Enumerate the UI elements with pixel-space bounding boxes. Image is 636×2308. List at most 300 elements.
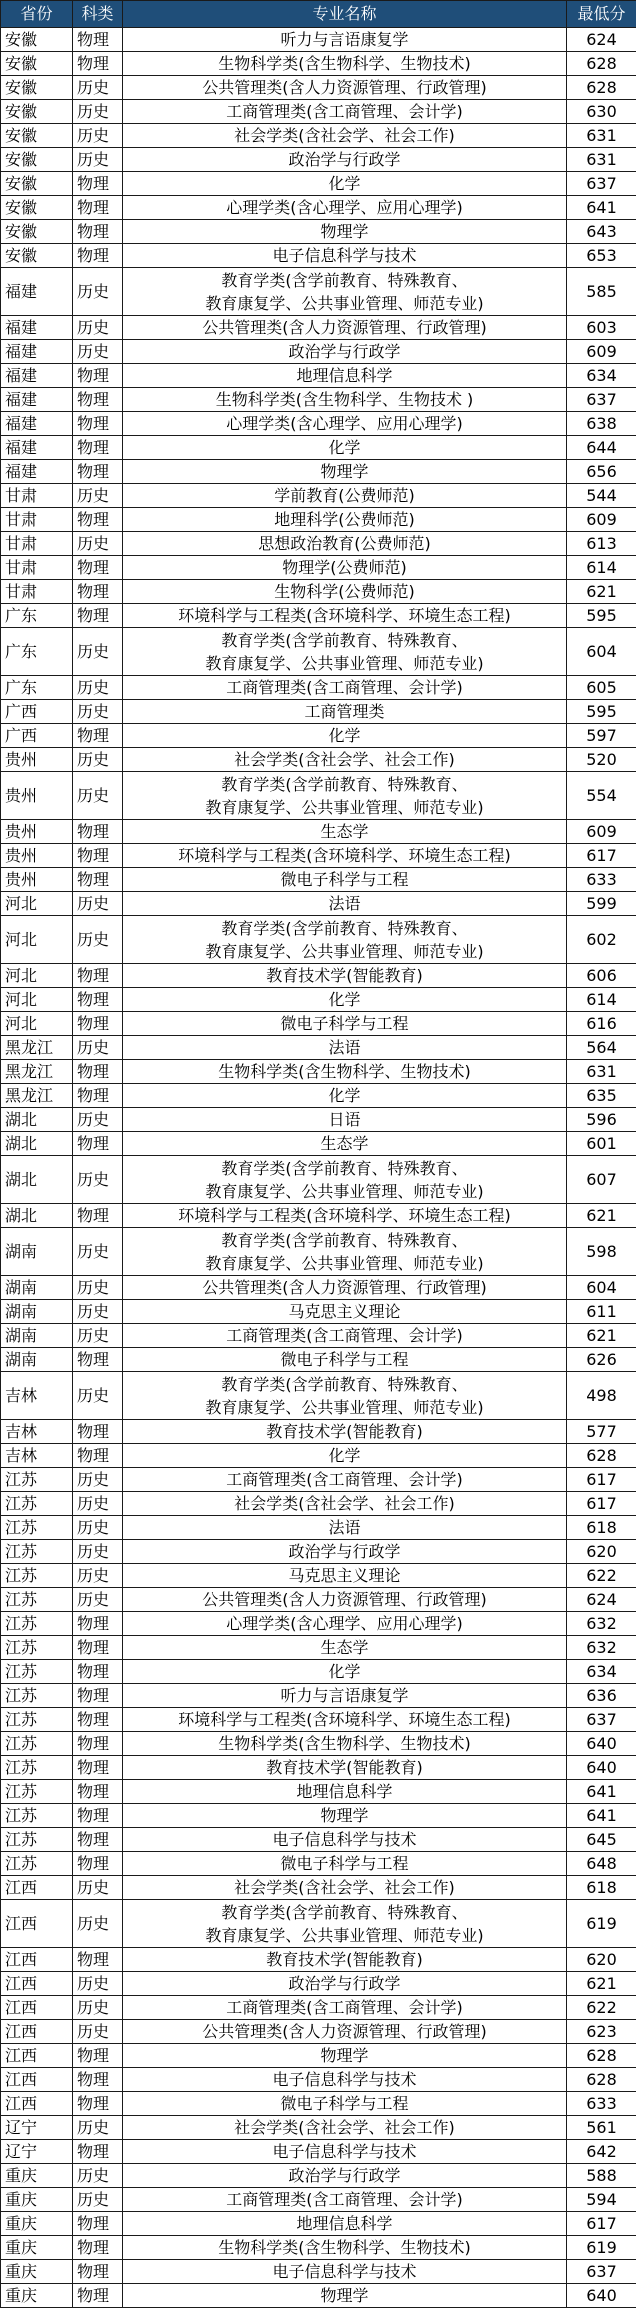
cell-major xyxy=(123,916,567,964)
cell-category: 物理 xyxy=(73,580,123,604)
cell-major xyxy=(123,1324,567,1348)
table-row xyxy=(1,1828,636,1852)
cell-major xyxy=(123,340,567,364)
major-name-line: 微电子科学与工程 xyxy=(123,1349,566,1371)
cell-category: 物理 xyxy=(73,244,123,268)
cell-major xyxy=(123,580,567,604)
table-row xyxy=(1,1276,636,1300)
major-name-line: 社会学类(含社会学、社会工作) xyxy=(123,125,566,147)
cell-province: 江苏 xyxy=(1,1756,73,1780)
cell-major xyxy=(123,1372,567,1420)
cell-province: 湖北 xyxy=(1,1204,73,1228)
cell-category: 物理 xyxy=(73,556,123,580)
cell-min-score: 605 xyxy=(567,676,636,700)
table-row xyxy=(1,316,636,340)
cell-min-score: 616 xyxy=(567,1012,636,1036)
cell-major xyxy=(123,1228,567,1276)
cell-min-score: 622 xyxy=(567,1996,636,2020)
cell-province: 辽宁 xyxy=(1,2116,73,2140)
cell-min-score: 620 xyxy=(567,1948,636,1972)
table-row xyxy=(1,1852,636,1876)
major-name-line: 工商管理类(含工商管理、会计学) xyxy=(123,1469,566,1491)
cell-min-score: 637 xyxy=(567,2260,636,2284)
cell-category: 历史 xyxy=(73,916,123,964)
table-row xyxy=(1,1684,636,1708)
cell-province: 江苏 xyxy=(1,1828,73,1852)
major-name-line: 政治学与行政学 xyxy=(123,1541,566,1563)
cell-major xyxy=(123,1012,567,1036)
cell-min-score: 656 xyxy=(567,460,636,484)
cell-major xyxy=(123,1564,567,1588)
cell-major xyxy=(123,604,567,628)
cell-min-score: 636 xyxy=(567,1684,636,1708)
table-row xyxy=(1,2068,636,2092)
table-row xyxy=(1,1972,636,1996)
cell-province: 黑龙江 xyxy=(1,1060,73,1084)
table-row xyxy=(1,916,636,964)
table-row xyxy=(1,76,636,100)
cell-category: 历史 xyxy=(73,1492,123,1516)
cell-category: 物理 xyxy=(73,1756,123,1780)
cell-category: 物理 xyxy=(73,964,123,988)
cell-major xyxy=(123,364,567,388)
cell-major xyxy=(123,1996,567,2020)
cell-min-score: 620 xyxy=(567,1540,636,1564)
major-name-line: 生态学 xyxy=(123,821,566,843)
major-name-line: 社会学类(含社会学、社会工作) xyxy=(123,2117,566,2139)
cell-major xyxy=(123,2212,567,2236)
cell-min-score: 619 xyxy=(567,2236,636,2260)
cell-min-score: 628 xyxy=(567,52,636,76)
cell-category: 历史 xyxy=(73,100,123,124)
major-name-line: 化学 xyxy=(123,1661,566,1683)
table-row xyxy=(1,508,636,532)
cell-min-score: 641 xyxy=(567,196,636,220)
table-row xyxy=(1,1876,636,1900)
cell-min-score: 595 xyxy=(567,604,636,628)
table-row xyxy=(1,1732,636,1756)
major-name-line: 教育学类(含学前教育、特殊教育、 xyxy=(123,1157,566,1180)
cell-province: 安徽 xyxy=(1,76,73,100)
cell-min-score: 544 xyxy=(567,484,636,508)
cell-province: 福建 xyxy=(1,388,73,412)
table-row xyxy=(1,1084,636,1108)
cell-min-score: 617 xyxy=(567,1468,636,1492)
cell-min-score: 633 xyxy=(567,868,636,892)
major-name-line: 教育康复学、公共事业管理、师范专业) xyxy=(123,1396,566,1419)
cell-min-score: 628 xyxy=(567,76,636,100)
table-row xyxy=(1,460,636,484)
cell-min-score: 653 xyxy=(567,244,636,268)
table-row xyxy=(1,388,636,412)
cell-min-score: 602 xyxy=(567,916,636,964)
table-row xyxy=(1,2212,636,2236)
table-row xyxy=(1,436,636,460)
cell-min-score: 630 xyxy=(567,100,636,124)
cell-category: 物理 xyxy=(73,1060,123,1084)
cell-category: 物理 xyxy=(73,1804,123,1828)
table-row xyxy=(1,1132,636,1156)
cell-major xyxy=(123,1804,567,1828)
cell-category: 物理 xyxy=(73,1948,123,1972)
cell-major xyxy=(123,772,567,820)
table-row xyxy=(1,556,636,580)
cell-category: 历史 xyxy=(73,700,123,724)
major-name-line: 公共管理类(含人力资源管理、行政管理) xyxy=(123,1589,566,1611)
cell-province: 安徽 xyxy=(1,28,73,52)
major-name-line: 教育康复学、公共事业管理、师范专业) xyxy=(123,292,566,315)
header-major: 专业名称 xyxy=(123,1,567,28)
major-name-line: 生物科学类(含生物科学、生物技术) xyxy=(123,2237,566,2259)
cell-major xyxy=(123,1036,567,1060)
cell-category: 历史 xyxy=(73,748,123,772)
cell-category: 物理 xyxy=(73,460,123,484)
cell-province: 广东 xyxy=(1,604,73,628)
table-row xyxy=(1,1636,636,1660)
major-name-line: 化学 xyxy=(123,437,566,459)
cell-major xyxy=(123,1132,567,1156)
cell-major xyxy=(123,460,567,484)
major-name-line: 教育康复学、公共事业管理、师范专业) xyxy=(123,1180,566,1203)
major-name-line: 社会学类(含社会学、社会工作) xyxy=(123,1493,566,1515)
major-name-line: 物理学 xyxy=(123,2045,566,2067)
cell-major xyxy=(123,1276,567,1300)
major-name-line: 物理学(公费师范) xyxy=(123,557,566,579)
major-name-line: 地理科学(公费师范) xyxy=(123,509,566,531)
major-name-line: 环境科学与工程类(含环境科学、环境生态工程) xyxy=(123,1709,566,1731)
major-name-line: 化学 xyxy=(123,1085,566,1107)
cell-province: 福建 xyxy=(1,340,73,364)
cell-category: 历史 xyxy=(73,2164,123,2188)
cell-major xyxy=(123,172,567,196)
cell-province: 江苏 xyxy=(1,1636,73,1660)
header-category: 科类 xyxy=(73,1,123,28)
major-name-line: 电子信息科学与技术 xyxy=(123,245,566,267)
table-row xyxy=(1,1372,636,1420)
cell-min-score: 635 xyxy=(567,1084,636,1108)
major-name-line: 生物科学(公费师范) xyxy=(123,581,566,603)
cell-min-score: 628 xyxy=(567,2068,636,2092)
cell-province: 河北 xyxy=(1,988,73,1012)
cell-category: 物理 xyxy=(73,52,123,76)
cell-major xyxy=(123,316,567,340)
major-name-line: 微电子科学与工程 xyxy=(123,1853,566,1875)
table-row xyxy=(1,2260,636,2284)
cell-province: 黑龙江 xyxy=(1,1036,73,1060)
cell-category: 历史 xyxy=(73,676,123,700)
cell-major xyxy=(123,2092,567,2116)
cell-major xyxy=(123,1420,567,1444)
table-row xyxy=(1,724,636,748)
cell-min-score: 520 xyxy=(567,748,636,772)
major-name-line: 教育技术学(智能教育) xyxy=(123,1421,566,1443)
table-body xyxy=(1,28,636,2308)
cell-category: 物理 xyxy=(73,2140,123,2164)
cell-min-score: 637 xyxy=(567,388,636,412)
cell-major xyxy=(123,2284,567,2308)
table-row xyxy=(1,628,636,676)
cell-province: 河北 xyxy=(1,892,73,916)
cell-province: 河北 xyxy=(1,1012,73,1036)
table-row xyxy=(1,172,636,196)
cell-min-score: 622 xyxy=(567,1564,636,1588)
major-name-line: 物理学 xyxy=(123,2285,566,2307)
cell-major xyxy=(123,748,567,772)
table-row xyxy=(1,1060,636,1084)
cell-province: 安徽 xyxy=(1,124,73,148)
cell-min-score: 638 xyxy=(567,412,636,436)
cell-min-score: 594 xyxy=(567,2188,636,2212)
table-row xyxy=(1,676,636,700)
major-name-line: 化学 xyxy=(123,989,566,1011)
cell-min-score: 609 xyxy=(567,820,636,844)
cell-province: 江西 xyxy=(1,1876,73,1900)
cell-category: 物理 xyxy=(73,988,123,1012)
cell-category: 物理 xyxy=(73,28,123,52)
cell-category: 物理 xyxy=(73,412,123,436)
cell-min-score: 641 xyxy=(567,1804,636,1828)
cell-category: 历史 xyxy=(73,1276,123,1300)
major-name-line: 工商管理类(含工商管理、会计学) xyxy=(123,101,566,123)
table-row xyxy=(1,532,636,556)
table-row xyxy=(1,1468,636,1492)
cell-province: 甘肃 xyxy=(1,580,73,604)
table-row xyxy=(1,196,636,220)
table-row xyxy=(1,1036,636,1060)
cell-min-score: 599 xyxy=(567,892,636,916)
major-name-line: 教育康复学、公共事业管理、师范专业) xyxy=(123,1924,566,1947)
cell-category: 物理 xyxy=(73,220,123,244)
major-name-line: 微电子科学与工程 xyxy=(123,1013,566,1035)
cell-major xyxy=(123,1756,567,1780)
cell-province: 重庆 xyxy=(1,2260,73,2284)
table-row xyxy=(1,2116,636,2140)
cell-province: 湖南 xyxy=(1,1348,73,1372)
cell-province: 广西 xyxy=(1,724,73,748)
cell-province: 黑龙江 xyxy=(1,1084,73,1108)
major-name-line: 工商管理类(含工商管理、会计学) xyxy=(123,2189,566,2211)
major-name-line: 政治学与行政学 xyxy=(123,1973,566,1995)
cell-category: 历史 xyxy=(73,1564,123,1588)
major-name-line: 教育学类(含学前教育、特殊教育、 xyxy=(123,1373,566,1396)
major-name-line: 工商管理类(含工商管理、会计学) xyxy=(123,1997,566,2019)
cell-category: 物理 xyxy=(73,1204,123,1228)
cell-province: 广东 xyxy=(1,628,73,676)
table-header xyxy=(1,1,636,28)
cell-major xyxy=(123,1300,567,1324)
cell-category: 物理 xyxy=(73,1636,123,1660)
cell-category: 历史 xyxy=(73,1588,123,1612)
cell-category: 历史 xyxy=(73,2020,123,2044)
cell-major xyxy=(123,676,567,700)
table-row xyxy=(1,772,636,820)
major-name-line: 法语 xyxy=(123,1517,566,1539)
cell-category: 历史 xyxy=(73,1540,123,1564)
cell-category: 物理 xyxy=(73,1828,123,1852)
cell-category: 历史 xyxy=(73,1228,123,1276)
cell-min-score: 564 xyxy=(567,1036,636,1060)
cell-major xyxy=(123,1156,567,1204)
cell-min-score: 637 xyxy=(567,1708,636,1732)
cell-category: 物理 xyxy=(73,196,123,220)
major-name-line: 生物科学类(含生物科学、生物技术 ) xyxy=(123,389,566,411)
major-name-line: 教育学类(含学前教育、特殊教育、 xyxy=(123,629,566,652)
cell-category: 物理 xyxy=(73,1684,123,1708)
cell-province: 贵州 xyxy=(1,820,73,844)
table-row xyxy=(1,52,636,76)
header-row xyxy=(1,1,636,28)
cell-major xyxy=(123,2164,567,2188)
table-row xyxy=(1,1540,636,1564)
cell-major xyxy=(123,100,567,124)
table-row xyxy=(1,844,636,868)
cell-province: 江苏 xyxy=(1,1612,73,1636)
cell-province: 江苏 xyxy=(1,1780,73,1804)
cell-min-score: 585 xyxy=(567,268,636,316)
cell-province: 广西 xyxy=(1,700,73,724)
cell-min-score: 603 xyxy=(567,316,636,340)
table-row xyxy=(1,484,636,508)
major-name-line: 电子信息科学与技术 xyxy=(123,2261,566,2283)
cell-major xyxy=(123,1540,567,1564)
cell-province: 湖南 xyxy=(1,1300,73,1324)
cell-province: 安徽 xyxy=(1,244,73,268)
table-row xyxy=(1,100,636,124)
cell-min-score: 588 xyxy=(567,2164,636,2188)
cell-category: 历史 xyxy=(73,1036,123,1060)
cell-min-score: 617 xyxy=(567,844,636,868)
cell-min-score: 644 xyxy=(567,436,636,460)
table-row xyxy=(1,340,636,364)
cell-category: 历史 xyxy=(73,1324,123,1348)
table-row xyxy=(1,1108,636,1132)
cell-min-score: 634 xyxy=(567,364,636,388)
major-name-line: 法语 xyxy=(123,893,566,915)
cell-major xyxy=(123,76,567,100)
cell-province: 吉林 xyxy=(1,1444,73,1468)
cell-province: 吉林 xyxy=(1,1372,73,1420)
table-row xyxy=(1,220,636,244)
cell-major xyxy=(123,196,567,220)
major-name-line: 思想政治教育(公费师范) xyxy=(123,533,566,555)
table-row xyxy=(1,1444,636,1468)
cell-major xyxy=(123,1588,567,1612)
cell-province: 江西 xyxy=(1,2092,73,2116)
cell-category: 物理 xyxy=(73,1852,123,1876)
cell-min-score: 621 xyxy=(567,1324,636,1348)
cell-major xyxy=(123,28,567,52)
cell-min-score: 648 xyxy=(567,1852,636,1876)
cell-min-score: 617 xyxy=(567,2212,636,2236)
cell-province: 江苏 xyxy=(1,1492,73,1516)
cell-min-score: 619 xyxy=(567,1900,636,1948)
table-row xyxy=(1,1588,636,1612)
table-row xyxy=(1,268,636,316)
cell-min-score: 632 xyxy=(567,1636,636,1660)
major-name-line: 电子信息科学与技术 xyxy=(123,2141,566,2163)
table-row xyxy=(1,1996,636,2020)
table-row xyxy=(1,124,636,148)
major-name-line: 教育康复学、公共事业管理、师范专业) xyxy=(123,1252,566,1275)
cell-category: 历史 xyxy=(73,124,123,148)
cell-province: 江苏 xyxy=(1,1468,73,1492)
cell-category: 历史 xyxy=(73,1468,123,1492)
cell-province: 江西 xyxy=(1,1972,73,1996)
cell-category: 物理 xyxy=(73,2044,123,2068)
cell-category: 物理 xyxy=(73,388,123,412)
cell-major xyxy=(123,2068,567,2092)
cell-province: 江苏 xyxy=(1,1588,73,1612)
cell-min-score: 498 xyxy=(567,1372,636,1420)
cell-province: 广东 xyxy=(1,676,73,700)
cell-category: 物理 xyxy=(73,1132,123,1156)
table-row xyxy=(1,1324,636,1348)
cell-min-score: 597 xyxy=(567,724,636,748)
table-row xyxy=(1,700,636,724)
cell-major xyxy=(123,508,567,532)
cell-province: 福建 xyxy=(1,436,73,460)
table-row xyxy=(1,412,636,436)
major-name-line: 日语 xyxy=(123,1109,566,1131)
major-name-line: 化学 xyxy=(123,1445,566,1467)
table-row xyxy=(1,892,636,916)
major-name-line: 地理信息科学 xyxy=(123,365,566,387)
major-name-line: 马克思主义理论 xyxy=(123,1301,566,1323)
cell-min-score: 626 xyxy=(567,1348,636,1372)
cell-major xyxy=(123,1660,567,1684)
cell-category: 历史 xyxy=(73,892,123,916)
cell-major xyxy=(123,1204,567,1228)
cell-province: 重庆 xyxy=(1,2284,73,2308)
cell-province: 重庆 xyxy=(1,2188,73,2212)
major-name-line: 心理学类(含心理学、应用心理学) xyxy=(123,413,566,435)
cell-category: 物理 xyxy=(73,1444,123,1468)
major-name-line: 政治学与行政学 xyxy=(123,149,566,171)
cell-province: 吉林 xyxy=(1,1420,73,1444)
cell-major xyxy=(123,844,567,868)
cell-category: 历史 xyxy=(73,1996,123,2020)
cell-province: 贵州 xyxy=(1,844,73,868)
table-row xyxy=(1,1228,636,1276)
cell-category: 物理 xyxy=(73,820,123,844)
major-name-line: 教育学类(含学前教育、特殊教育、 xyxy=(123,1901,566,1924)
table-row xyxy=(1,580,636,604)
cell-province: 甘肃 xyxy=(1,556,73,580)
cell-province: 安徽 xyxy=(1,172,73,196)
cell-min-score: 645 xyxy=(567,1828,636,1852)
cell-province: 河北 xyxy=(1,916,73,964)
cell-major xyxy=(123,220,567,244)
cell-min-score: 628 xyxy=(567,1444,636,1468)
cell-major xyxy=(123,700,567,724)
cell-min-score: 609 xyxy=(567,508,636,532)
table-row xyxy=(1,1804,636,1828)
cell-min-score: 640 xyxy=(567,1732,636,1756)
cell-category: 历史 xyxy=(73,628,123,676)
cell-province: 湖北 xyxy=(1,1108,73,1132)
cell-province: 湖北 xyxy=(1,1156,73,1204)
cell-major xyxy=(123,2260,567,2284)
cell-min-score: 618 xyxy=(567,1516,636,1540)
major-name-line: 生物科学类(含生物科学、生物技术) xyxy=(123,53,566,75)
cell-category: 历史 xyxy=(73,1972,123,1996)
cell-major xyxy=(123,1348,567,1372)
cell-category: 历史 xyxy=(73,148,123,172)
cell-major xyxy=(123,1828,567,1852)
cell-min-score: 628 xyxy=(567,2044,636,2068)
cell-min-score: 640 xyxy=(567,2284,636,2308)
cell-major xyxy=(123,2236,567,2260)
